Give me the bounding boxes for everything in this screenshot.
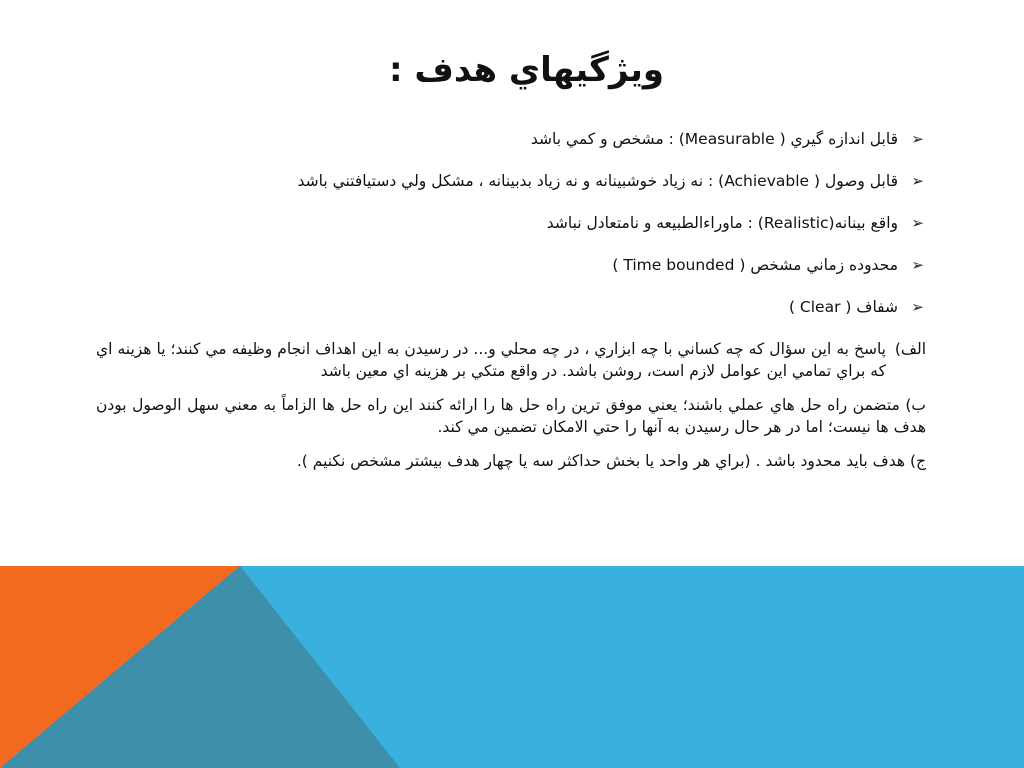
paragraph-jim xyxy=(96,450,926,472)
bullet-item xyxy=(96,212,926,234)
slide-title: ويژگيهاي هدف : xyxy=(388,50,664,90)
bullet-text: محدوده زماني مشخص ( Time bounded ) xyxy=(612,256,898,274)
slide-content xyxy=(96,128,926,484)
paragraph-be xyxy=(96,394,926,438)
bullet-text: قابل اندازه گيري ( Measurable) : مشخص و كمي باشد xyxy=(530,130,898,148)
arrow-bullet-icon: ➢ xyxy=(911,130,924,148)
arrow-bullet-icon: ➢ xyxy=(911,256,924,274)
bullet-text: قابل وصول ( Achievable) : نه زياد خوشبينانه و نه زياد بدبينانه ، مشكل ولي دستيافتني باشد xyxy=(297,172,898,190)
arrow-bullet-icon: ➢ xyxy=(911,298,924,316)
bullet-item xyxy=(96,296,926,318)
bullet-item xyxy=(96,128,926,150)
bullet-item xyxy=(96,254,926,276)
bullet-item xyxy=(96,170,926,192)
paragraph-text: هدف بايد محدود باشد . (براي هر واحد يا بخش حداكثر سه يا چهار هدف بيشتر مشخص نكنيم ). xyxy=(296,452,905,470)
paragraph-alef xyxy=(96,338,926,382)
paragraph-label: الف) xyxy=(894,340,926,358)
paragraph-label: ج) xyxy=(909,452,926,470)
bullet-text: واقع بينانه(Realistic) : ماوراءالطبيعه و نامتعادل نباشد xyxy=(546,214,898,232)
arrow-bullet-icon: ➢ xyxy=(911,172,924,190)
arrow-bullet-icon: ➢ xyxy=(911,214,924,232)
bullet-list xyxy=(96,128,926,318)
bullet-text: شفاف ( Clear ) xyxy=(788,298,898,316)
paragraph-text: متضمن راه حل هاي عملي باشند؛ يعني موفق ترين راه حل ها را ارائه كنند اين راه حل ها الزاماً به معني سهل الوصول بودن هدف ها نيست؛ اما در هر حال رسيدن به آنها را حتي الامكان تضمين مي كند. xyxy=(96,396,926,436)
paragraph-label: ب) xyxy=(905,396,926,414)
paragraph-text: پاسخ به اين سؤال كه چه كساني با چه ابزاري ، در چه محلي و... در رسيدن به اين اهداف انجام وظيفه مي كنند؛ يا هزينه اي كه براي تمامي اين عوامل لازم است، روشن باشد. در واقع متكي بر هزينه اي معين باشد xyxy=(96,340,886,380)
